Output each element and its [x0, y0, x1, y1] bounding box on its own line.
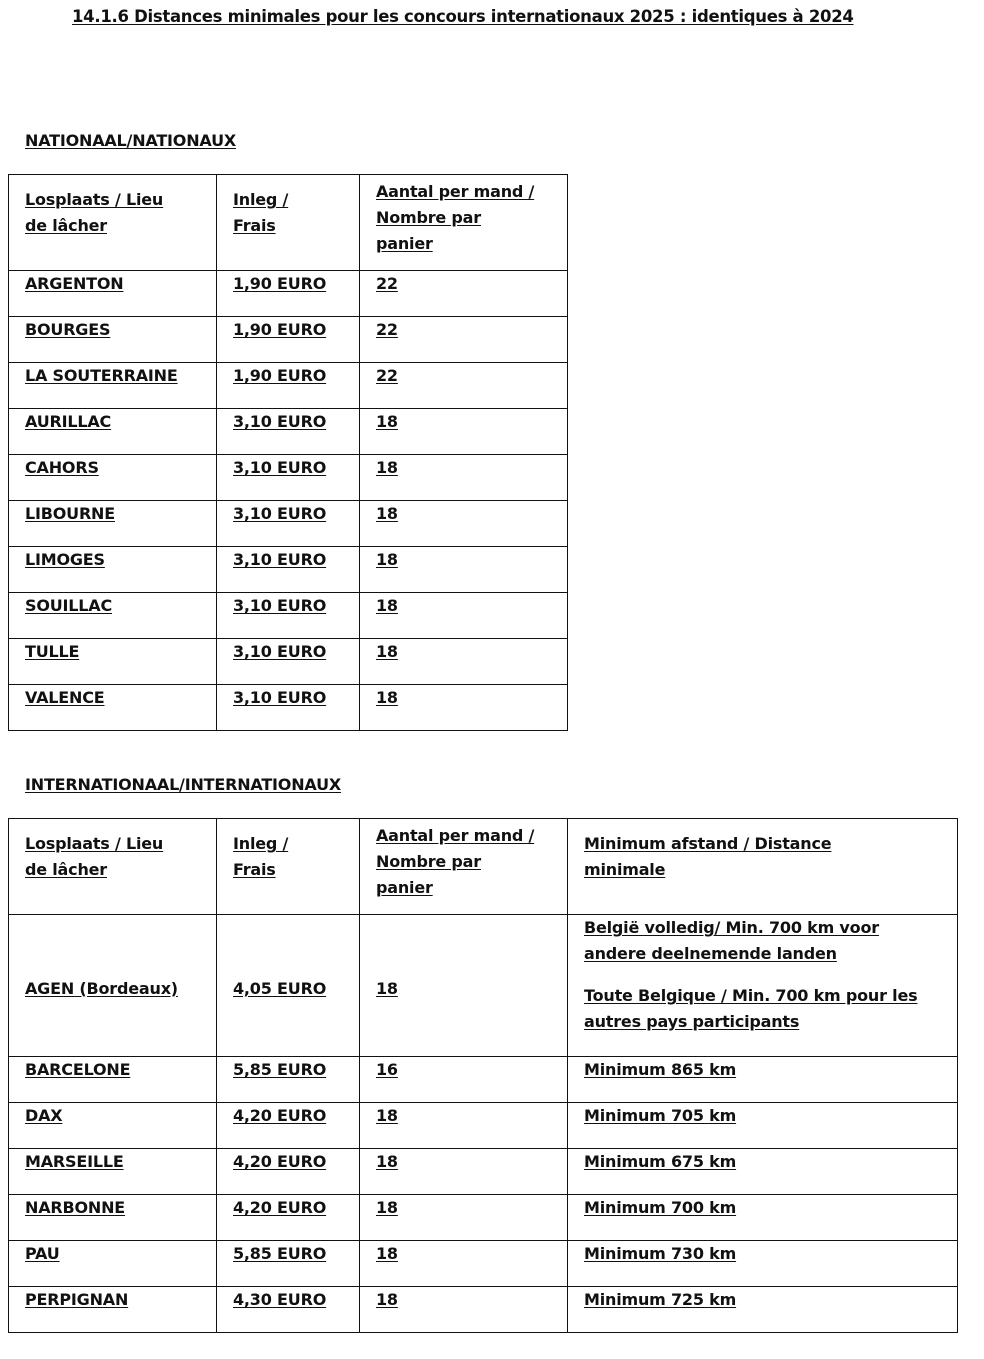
- cell-fee: [217, 317, 360, 363]
- cell-fee: [217, 1057, 360, 1103]
- fee-text: 3,10 EURO: [233, 642, 327, 661]
- header-text: Losplaats / Lieu: [25, 190, 164, 209]
- place-text: SOUILLAC: [25, 596, 112, 615]
- cell-count: [360, 1103, 568, 1149]
- cell-place: [9, 409, 217, 455]
- table-row: [9, 1195, 958, 1241]
- cell-distance: [568, 1195, 958, 1241]
- count-text: 18: [376, 1106, 398, 1125]
- cell-distance: [568, 1287, 958, 1333]
- cell-fee: [217, 501, 360, 547]
- cell-fee: [217, 1195, 360, 1241]
- place-text: LIBOURNE: [25, 504, 115, 523]
- cell-place: [9, 685, 217, 731]
- count-text: 22: [376, 320, 398, 339]
- cell-place: [9, 915, 217, 1057]
- document-title: 14.1.6 Distances minimales pour les concours internationaux 2025 : identiques à 2024: [72, 7, 854, 26]
- cell-fee: [217, 1103, 360, 1149]
- cell-place: [9, 317, 217, 363]
- fee-text: 4,20 EURO: [233, 1152, 327, 1171]
- count-text: 18: [376, 596, 398, 615]
- cell-fee: [217, 915, 360, 1057]
- place-text: ARGENTON: [25, 274, 124, 293]
- cell-place: [9, 501, 217, 547]
- count-text: 18: [376, 1198, 398, 1217]
- count-text: 18: [376, 1152, 398, 1171]
- fee-text: 3,10 EURO: [233, 688, 327, 707]
- fee-text: 4,20 EURO: [233, 1198, 327, 1217]
- fee-text: 3,10 EURO: [233, 458, 327, 477]
- header-fee: [217, 819, 360, 915]
- cell-distance: [568, 1241, 958, 1287]
- cell-place: [9, 1057, 217, 1103]
- count-text: 18: [376, 1244, 398, 1263]
- header-text: Nombre par: [376, 208, 481, 227]
- cell-fee: [217, 639, 360, 685]
- cell-fee: [217, 1149, 360, 1195]
- fee-text: 5,85 EURO: [233, 1244, 327, 1263]
- fee-text: 1,90 EURO: [233, 320, 327, 339]
- count-text: 16: [376, 1060, 398, 1079]
- distance-text: Minimum 725 km: [584, 1290, 737, 1309]
- place-text: PERPIGNAN: [25, 1290, 129, 1309]
- table-row: [9, 915, 958, 1057]
- header-text: Inleg /: [233, 834, 289, 853]
- count-text: 18: [376, 978, 398, 998]
- fee-text: 3,10 EURO: [233, 550, 327, 569]
- place-text: VALENCE: [25, 688, 105, 707]
- cell-count: [360, 363, 568, 409]
- cell-count: [360, 685, 568, 731]
- cell-distance: [568, 1057, 958, 1103]
- cell-distance: [568, 1149, 958, 1195]
- count-text: 22: [376, 274, 398, 293]
- place-text: LIMOGES: [25, 550, 105, 569]
- cell-place: [9, 1149, 217, 1195]
- place-text: AGEN (Bordeaux): [25, 978, 178, 998]
- table-header-row: [9, 175, 568, 271]
- table-row: [9, 639, 568, 685]
- cell-count: [360, 1287, 568, 1333]
- distance-text: Minimum 865 km: [584, 1060, 737, 1079]
- fee-text: 4,30 EURO: [233, 1290, 327, 1309]
- cell-count: [360, 639, 568, 685]
- place-text: LA SOUTERRAINE: [25, 366, 178, 385]
- table-row: [9, 1149, 958, 1195]
- fee-text: 4,05 EURO: [233, 978, 327, 998]
- place-text: PAU: [25, 1244, 60, 1263]
- place-text: NARBONNE: [25, 1198, 126, 1217]
- fee-text: 5,85 EURO: [233, 1060, 327, 1079]
- fee-text: 4,20 EURO: [233, 1106, 327, 1125]
- place-text: DAX: [25, 1106, 63, 1125]
- place-text: AURILLAC: [25, 412, 112, 431]
- cell-place: [9, 363, 217, 409]
- header-text: Frais: [233, 860, 276, 879]
- cell-place: [9, 639, 217, 685]
- cell-count: [360, 1057, 568, 1103]
- table-row: [9, 547, 568, 593]
- place-text: BOURGES: [25, 320, 111, 339]
- place-text: CAHORS: [25, 458, 99, 477]
- table-row: [9, 271, 568, 317]
- fee-text: 3,10 EURO: [233, 596, 327, 615]
- table-row: [9, 685, 568, 731]
- cell-count: [360, 1195, 568, 1241]
- table-row: [9, 409, 568, 455]
- header-text: Inleg /: [233, 190, 289, 209]
- fee-text: 3,10 EURO: [233, 412, 327, 431]
- count-text: 18: [376, 550, 398, 569]
- table-row: [9, 1057, 958, 1103]
- distance-text-nl: België volledig/ Min. 700 km voor andere deelnemende landen: [584, 918, 879, 963]
- place-text: BARCELONE: [25, 1060, 131, 1079]
- count-text: 18: [376, 688, 398, 707]
- header-text: Losplaats / Lieu: [25, 834, 164, 853]
- fee-text: 3,10 EURO: [233, 504, 327, 523]
- cell-place: [9, 1241, 217, 1287]
- fee-text: 1,90 EURO: [233, 274, 327, 293]
- cell-count: [360, 915, 568, 1057]
- count-text: 18: [376, 642, 398, 661]
- header-text: panier: [376, 878, 433, 897]
- count-text: 18: [376, 458, 398, 477]
- cell-place: [9, 455, 217, 501]
- cell-fee: [217, 455, 360, 501]
- header-text: minimale: [584, 860, 666, 879]
- cell-fee: [217, 685, 360, 731]
- header-release-place: [9, 175, 217, 271]
- cell-count: [360, 271, 568, 317]
- cell-fee: [217, 363, 360, 409]
- header-count-per-basket: [360, 819, 568, 915]
- header-text: panier: [376, 234, 433, 253]
- table-row: [9, 593, 568, 639]
- cell-count: [360, 1241, 568, 1287]
- cell-fee: [217, 409, 360, 455]
- cell-fee: [217, 547, 360, 593]
- fee-text: 1,90 EURO: [233, 366, 327, 385]
- national-table: [8, 174, 568, 731]
- header-count-per-basket: [360, 175, 568, 271]
- cell-place: [9, 1287, 217, 1333]
- cell-fee: [217, 1241, 360, 1287]
- header-text: Aantal per mand /: [376, 826, 535, 845]
- count-text: 18: [376, 1290, 398, 1309]
- table-row: [9, 501, 568, 547]
- header-text: de lâcher: [25, 216, 107, 235]
- table-row: [9, 317, 568, 363]
- cell-place: [9, 1103, 217, 1149]
- header-text: Frais: [233, 216, 276, 235]
- cell-count: [360, 501, 568, 547]
- header-release-place: [9, 819, 217, 915]
- table-header-row: [9, 819, 958, 915]
- international-heading: INTERNATIONAAL/INTERNATIONAUX: [25, 775, 342, 794]
- cell-place: [9, 271, 217, 317]
- table-row: [9, 1241, 958, 1287]
- cell-count: [360, 317, 568, 363]
- cell-distance: [568, 1103, 958, 1149]
- cell-count: [360, 455, 568, 501]
- table-row: [9, 1287, 958, 1333]
- header-text: Aantal per mand /: [376, 182, 535, 201]
- cell-fee: [217, 1287, 360, 1333]
- cell-distance: [568, 915, 958, 1057]
- cell-place: [9, 593, 217, 639]
- national-heading: NATIONAAL/NATIONAUX: [25, 131, 237, 150]
- header-text: Nombre par: [376, 852, 481, 871]
- cell-count: [360, 593, 568, 639]
- place-text: MARSEILLE: [25, 1152, 124, 1171]
- header-text: Minimum afstand / Distance: [584, 834, 832, 853]
- distance-text: Minimum 700 km: [584, 1198, 737, 1217]
- cell-count: [360, 409, 568, 455]
- cell-fee: [217, 593, 360, 639]
- header-minimum-distance: [568, 819, 958, 915]
- distance-text: Minimum 675 km: [584, 1152, 737, 1171]
- table-row: [9, 363, 568, 409]
- distance-text: Minimum 730 km: [584, 1244, 737, 1263]
- count-text: 18: [376, 504, 398, 523]
- table-row: [9, 1103, 958, 1149]
- count-text: 18: [376, 412, 398, 431]
- distance-text: Minimum 705 km: [584, 1106, 737, 1125]
- international-table: [8, 818, 958, 1333]
- place-text: TULLE: [25, 642, 80, 661]
- cell-place: [9, 547, 217, 593]
- cell-count: [360, 547, 568, 593]
- table-row: [9, 455, 568, 501]
- cell-fee: [217, 271, 360, 317]
- header-fee: [217, 175, 360, 271]
- distance-text-fr: Toute Belgique / Min. 700 km pour les autres pays participants: [584, 986, 918, 1031]
- header-text: de lâcher: [25, 860, 107, 879]
- cell-count: [360, 1149, 568, 1195]
- cell-place: [9, 1195, 217, 1241]
- count-text: 22: [376, 366, 398, 385]
